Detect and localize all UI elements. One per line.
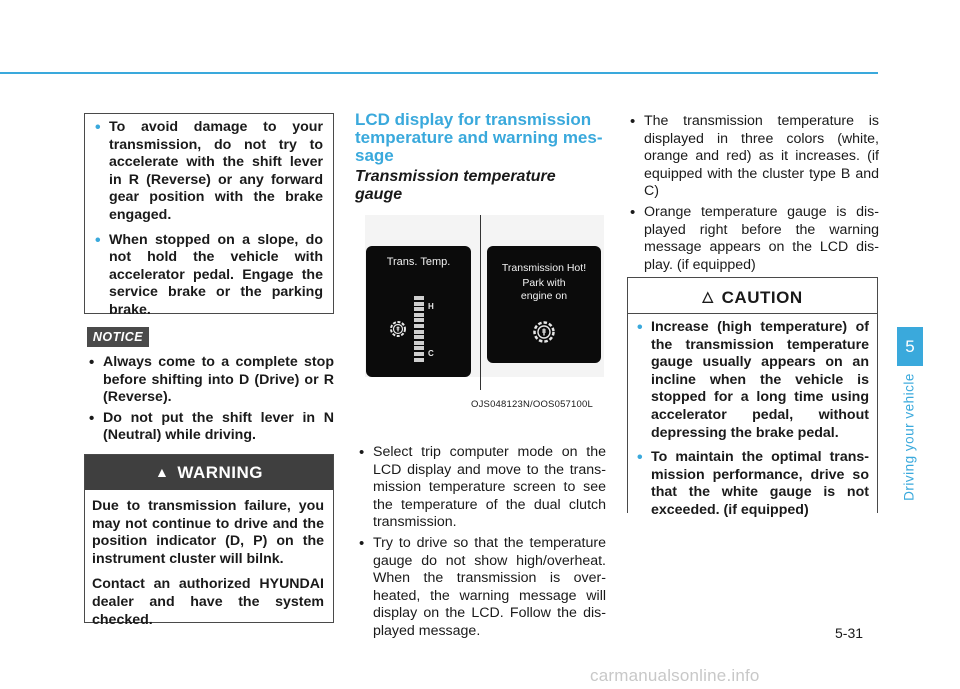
warning-box [84,454,334,628]
lcd-warning-line: Transmission Hot! [501,262,587,274]
caution-box-left [84,113,334,318]
caution-box-right [627,277,878,518]
caution-item: • To avoid damage to your transmission, do not try to accelerate with the shift lever in R (Reverse) or any forward gear position with the brake engaged. [91,119,323,225]
caution-body [628,314,877,520]
notice-badge: NOTICE [87,327,149,347]
middle-list [356,444,606,641]
notice-item: • Always come to a complete stop before shifting into D (Drive) or R (Reverse). [86,354,334,407]
warning-body [85,490,333,629]
lcd-title: Trans. Temp. [386,256,451,268]
list-item: • The transmission temperature is displayed in three colors (white, orange and red) as it increases. (if equipped with the cluster type B and C) [627,113,879,201]
chapter-number-tab: 5 [897,327,923,366]
lcd-warning-screen [487,246,601,363]
transmission-gear-icon [388,319,408,339]
watermark: carmanualsonline.info [590,666,760,685]
figure-divider [480,215,481,390]
chapter-title [900,372,918,502]
lcd-warning-line: engine on [520,290,568,302]
warning-header [85,455,333,490]
caution-title: CAUTION [721,288,803,307]
caution-header [628,278,877,314]
caution-item: • Increase (high temperature) of the transmission temperature gauge usually appears on an incline when the vehicle is stopped for a long time using accelerator pedal, without depressing the brake pedal. [633,319,869,442]
figure-caption: OJS048123N/OOS057100L [471,399,593,410]
page-number: 5-31 [835,625,864,641]
caution-item: • When stopped on a slope, do not hold the vehicle with accelerator pedal. Engage the service brake or the parking brake. [91,232,323,320]
transmission-gear-icon [531,319,557,345]
gauge-low-label: C [428,349,434,358]
caution-item: • To maintain the optimal trans-mission performance, drive so that the white gauge is not exceeded. (if equipped) [633,449,869,519]
lcd-temperature-screen [366,246,471,377]
notice-list [86,354,334,445]
section-title: LCD display for transmission temperature and warning mes-sage [355,110,603,165]
warning-paragraph: Due to transmission failure, you may not continue to drive and the position indicator (D, P) on the instrument cluster will bilnk. [92,498,324,567]
header-rule [0,72,878,74]
warning-triangle-icon: △ [702,288,714,304]
chapter-title-text: Driving your vehicle [901,373,917,501]
temperature-gauge-bar [414,296,424,362]
right-list [627,113,879,274]
list-item: • Select trip computer mode on the LCD display and move to the trans-mission temperature screen to see the temperature of the dual clutch transmission. [356,444,606,532]
notice-item: • Do not put the shift lever in N (Neutral) while driving. [86,410,334,445]
warning-paragraph: Contact an authorized HYUNDAI dealer and have the system checked. [92,576,324,628]
list-item: • Try to drive so that the temperature gauge do not show high/overheat. When the transmission is over-heated, the warning message will display on the LCD. Follow the dis-played message. [356,535,606,641]
warning-triangle-icon: ▲ [154,464,170,480]
warning-title: WARNING [177,463,264,482]
list-item: • Orange temperature gauge is dis-played right before the warning message appears on the LCD dis-play. (if equipped) [627,204,879,274]
gauge-high-label: H [428,302,434,311]
sub-title: Transmission temperature gauge [355,168,556,203]
lcd-warning-line: Park with [522,277,566,289]
